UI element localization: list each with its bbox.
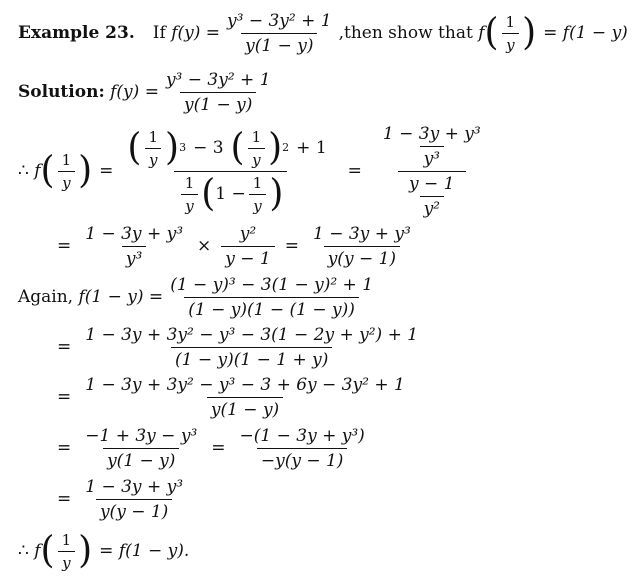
- inner-denominator: y³: [420, 146, 444, 169]
- one-over-y-fraction: [144, 128, 162, 169]
- fraction-denominator: y: [248, 148, 264, 169]
- compound-numerator: ( $\frac{1}{y}$ ) 3 − 3 ( $\frac{1}{y}$ ) 2 + 1: [127, 125, 327, 169]
- fraction-denominator: −y(y − 1): [257, 448, 348, 471]
- inner-fraction: [379, 124, 485, 169]
- again-fraction: [166, 275, 377, 320]
- right-paren: ): [522, 10, 537, 54]
- left-paren: (: [230, 125, 245, 169]
- fraction-b: [221, 224, 274, 269]
- fraction-numerator: 1 − 3y + y³: [85, 476, 184, 497]
- one-over-y-fraction: [248, 128, 266, 169]
- fraction-numerator: −(1 − 3y + y³): [239, 425, 365, 446]
- fraction-denominator: y: [58, 171, 74, 192]
- problem-statement: [18, 8, 635, 58]
- one-over-y-fraction: [58, 151, 76, 192]
- one-over-y-fraction: [58, 531, 76, 572]
- step6-fraction: [81, 477, 187, 522]
- step6-line: [50, 474, 190, 524]
- fraction-numerator: 1: [148, 127, 159, 146]
- compound-denominator: [174, 171, 288, 215]
- given-lhs: f(y) =: [171, 23, 220, 43]
- solution-lhs: f(y) =: [110, 82, 159, 102]
- step3-line: [50, 322, 425, 372]
- fraction-numerator: −1 + 3y − y³: [85, 425, 198, 446]
- fraction-denominator: y(1 − y): [207, 397, 283, 420]
- if-word: If: [152, 23, 166, 43]
- fraction-numerator: 1: [251, 127, 262, 146]
- step3-fraction: [81, 325, 422, 370]
- inner-numerator: 1 − 3y + y³: [382, 123, 481, 144]
- equals-sign: =: [211, 438, 226, 458]
- f-symbol: f: [34, 161, 41, 181]
- conclusion-rhs: = f(1 − y).: [99, 541, 190, 561]
- right-paren: ): [165, 125, 180, 169]
- fraction-denominator: y: [249, 194, 265, 215]
- given-numerator: y³ − 3y² + 1: [227, 10, 332, 31]
- therefore-symbol: ∴: [18, 161, 29, 181]
- fraction-denominator: y: [58, 551, 74, 572]
- fraction-denominator: y³: [122, 246, 146, 269]
- solution-label: Solution:: [18, 82, 105, 102]
- fraction-denominator: y(1 − y): [103, 448, 179, 471]
- given-fraction: [223, 11, 336, 56]
- then-text: ,then show that: [338, 23, 473, 43]
- equals-sign: =: [284, 236, 299, 256]
- fraction-numerator: 1: [61, 530, 72, 549]
- fraction-a: [81, 224, 187, 269]
- equals-sign: =: [57, 489, 72, 509]
- step4-line: [50, 372, 412, 422]
- one-over-y-fraction: [502, 13, 520, 54]
- fraction-denominator: y: [145, 148, 161, 169]
- solution-denominator: y(1 − y): [180, 92, 256, 115]
- fraction-c: [309, 224, 415, 269]
- fraction-denominator: y − 1: [221, 246, 274, 269]
- left-paren: (: [201, 171, 216, 215]
- f-symbol: f: [34, 541, 41, 561]
- plus-one: + 1: [296, 138, 327, 158]
- fraction-denominator: y: [502, 33, 518, 54]
- equals-sign: =: [57, 438, 72, 458]
- again-label: Again,: [18, 287, 74, 307]
- solution-line: [18, 66, 278, 118]
- fraction-denominator: y(y − 1): [96, 499, 172, 522]
- left-paren: (: [127, 125, 142, 169]
- solution-fraction: [162, 70, 275, 115]
- solution-numerator: y³ − 3y² + 1: [165, 69, 271, 90]
- right-compound-numerator: [372, 124, 492, 171]
- fraction-denominator: (1 − y)(1 − 1 + y): [171, 347, 332, 370]
- fraction-numerator: 1 − 3y + 3y² − y³ − 3 + 6y − 3y² + 1: [85, 374, 405, 395]
- equals-sign: =: [347, 161, 362, 181]
- therefore-symbol: ∴: [18, 541, 29, 561]
- example-label: Example 23.: [18, 23, 135, 43]
- step4-fraction: [81, 375, 409, 420]
- right-paren: ): [268, 125, 283, 169]
- fraction-numerator: 1: [184, 173, 195, 192]
- step2-line: [50, 220, 418, 272]
- times-sign: ×: [197, 236, 212, 256]
- inner-denominator: y²: [420, 196, 444, 219]
- right-paren: ): [78, 148, 93, 192]
- left-paren: (: [484, 10, 499, 54]
- equals-sign: =: [57, 337, 72, 357]
- given-denominator: y(1 − y): [241, 33, 317, 56]
- inner-numerator: y − 1: [409, 173, 455, 194]
- conclusion-line: [18, 526, 196, 576]
- fraction-numerator: 1: [61, 150, 72, 169]
- left-paren: (: [40, 148, 55, 192]
- compound-fraction: [123, 125, 337, 215]
- fraction-denominator: y(y − 1): [324, 246, 400, 269]
- fraction-denominator: (1 − y)(1 − (1 − y)): [184, 297, 359, 320]
- fraction-denominator: y: [181, 194, 197, 215]
- step5-fraction-a: [81, 426, 201, 471]
- step5-line: [50, 422, 372, 474]
- f-symbol: f: [478, 23, 485, 43]
- fraction-numerator: y²: [239, 223, 257, 244]
- equals-sign: =: [57, 387, 72, 407]
- one-minus: 1 −: [215, 184, 246, 204]
- fraction-numerator: (1 − y)³ − 3(1 − y)² + 1: [170, 274, 374, 295]
- right-compound-fraction: [372, 124, 492, 219]
- equals-sign: =: [57, 236, 72, 256]
- left-paren: (: [40, 528, 55, 572]
- step5-fraction-b: [236, 426, 369, 471]
- fraction-numerator: 1 − 3y + y³: [313, 223, 411, 244]
- right-compound-denominator: [398, 171, 465, 219]
- fraction-numerator: 1: [252, 173, 263, 192]
- fraction-numerator: 1: [505, 12, 516, 31]
- one-over-y-fraction: [181, 174, 199, 215]
- again-lhs: f(1 − y) =: [78, 287, 164, 307]
- one-over-y-fraction: [249, 174, 267, 215]
- equals-sign: =: [99, 161, 114, 181]
- inner-fraction: [405, 174, 458, 219]
- step1-line: [18, 120, 495, 222]
- fraction-numerator: 1 − 3y + 3y² − y³ − 3(1 − 2y + y²) + 1: [85, 324, 419, 345]
- fraction-numerator: 1 − 3y + y³: [85, 223, 184, 244]
- minus-three: − 3: [193, 138, 224, 158]
- right-paren: ): [269, 171, 284, 215]
- again-line: [18, 272, 380, 322]
- right-paren: ): [78, 528, 93, 572]
- problem-rhs: = f(1 − y): [543, 23, 628, 43]
